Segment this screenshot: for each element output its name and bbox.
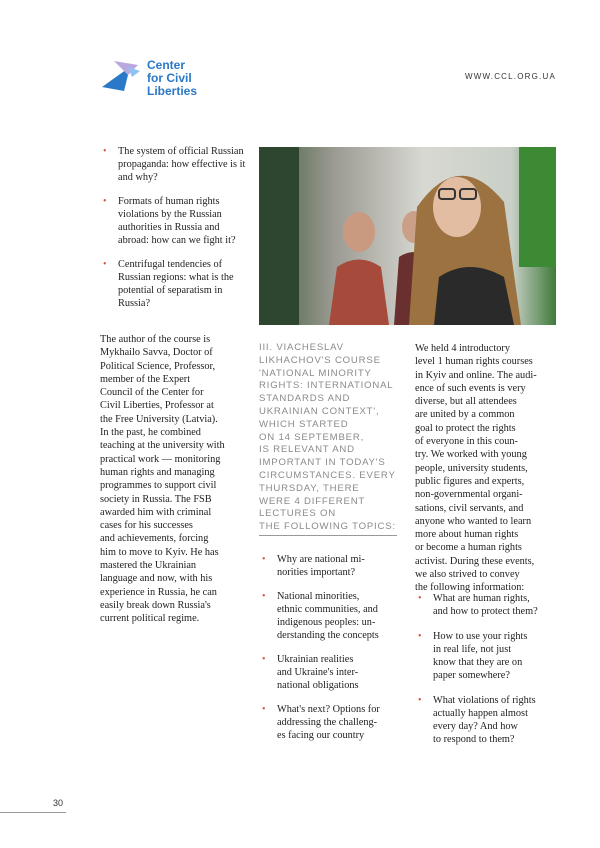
section-heading: III. VIACHESLAV LIKHACHOV'S COURSE 'NATIONAL MINORITY RIGHTS: INTERNATIONAL STANDARDS AND UKRAINIAN CONTEXT', WHICH STARTED ON 14 SEPTEMBER, IS RELEVANT AND IMPORTANT IN TODAY'S CIRCUMSTANCES. EVERY THURSDAY, THERE WERE 4 DIFFERENT LECTURES ON THE FOLLOWING TOPICS:: [259, 342, 396, 533]
courses-paragraph: We held 4 introductory level 1 human rights courses in Kyiv and online. The audi- ence of such events is very diverse, but all attendees are united by a common goal to protect the rights of everyone in this coun- try. We worked with young people, university students, public figures and experts, non-governmental organi- sations, civil servants, and anyone who wanted to learn more about human rights or become a human rights activist. During these events, we also strived to convey the following information:: [415, 343, 537, 594]
ccl-logo: [100, 55, 197, 98]
list-item: • Ukrainian realities and Ukraine's inter- national obligations: [259, 653, 404, 692]
list-item: • What are human rights, and how to protect them?: [415, 592, 560, 618]
list-item: • How to use your rights in real life, not just know that they are on paper somewhere?: [415, 630, 560, 682]
logo-text: Center for Civil Liberties: [147, 58, 198, 98]
list-item: • Why are national mi- norities important?: [259, 553, 404, 579]
list-item: • Formats of human rights violations by the Russian authorities in Russia and abroad: how can we fight it?: [100, 195, 250, 247]
list-item: • What violations of rights actually happen almost every day? And how to respond to them?: [415, 694, 560, 746]
list-item: • The system of official Russian propaganda: how effective is it and why?: [100, 145, 250, 184]
heading-divider: [259, 535, 397, 536]
site-url[interactable]: WWW.CCL.ORG.UA: [464, 72, 556, 81]
left-topics-list: [100, 145, 250, 321]
page-number: 30: [53, 798, 64, 808]
author-paragraph: The author of the course is Mykhailo Savva, Doctor of Political Science, Professor, member of the Expert Council of the Center for Civil Liberties, Professor at the Free University (Latvia). In the past, he combined teaching at the university with practical work — monitoring human rights and managing programmes to support civil society in Russia. The FSB awarded him with criminal cases for his successes and achievements, forcing him to move to Kyiv. He has mastered the Ukrainian language and now, with his experience in Russia, he can easily break down Russia's current political regime.: [100, 334, 225, 625]
footer-divider: [0, 812, 66, 813]
lecture-photo: [259, 147, 556, 325]
list-item: • What's next? Options for addressing the challeng- es facing our country: [259, 703, 404, 742]
right-topics-list: [415, 592, 560, 758]
list-item: • Centrifugal tendencies of Russian regions: what is the potential of separatism in Russia?: [100, 258, 250, 310]
ccl-logo-mark-icon: [100, 55, 144, 95]
list-item: • National minorities, ethnic communities, and indigenous peoples: un- derstanding the concepts: [259, 590, 404, 642]
middle-topics-list: [259, 553, 404, 753]
